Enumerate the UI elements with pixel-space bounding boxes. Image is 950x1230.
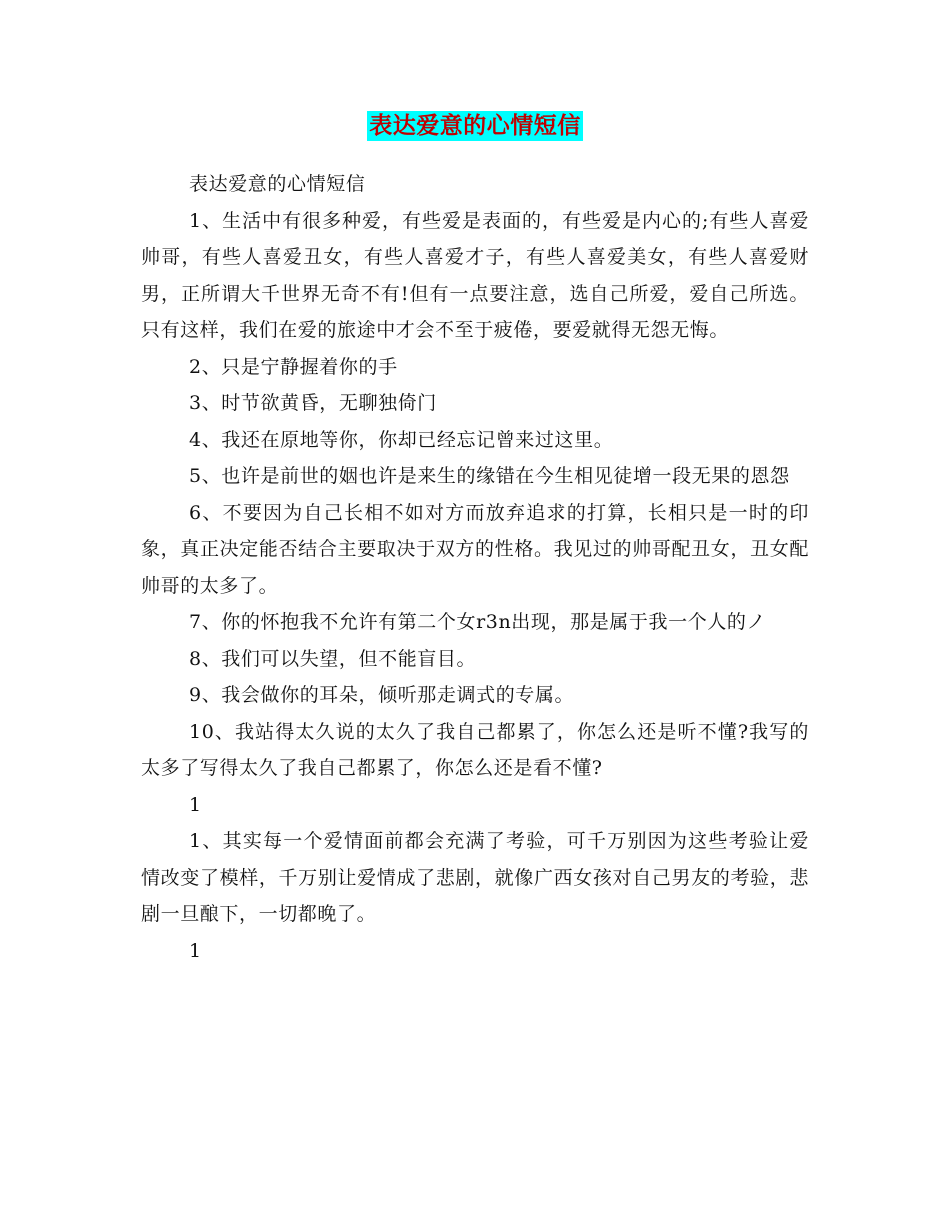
paragraph-item-3: 3、时节欲黄昏，无聊独倚门 — [189, 392, 437, 414]
document-title: 表达爱意的心情短信 — [369, 113, 581, 139]
paragraph-item-9: 9、我会做你的耳朵，倾听那走调式的专属。 — [189, 684, 575, 706]
paragraph-item-7: 7、你的怀抱我不允许有第二个女r3n出现，那是属于我一个人的ノ — [189, 611, 767, 633]
paragraph-item-6: 6、不要因为自己长相不如对方而放弃追求的打算，长相只是一时的印象，真正决定能否结合主要取决于双方的性格。我见过的帅哥配丑女，丑女配帅哥的太多了。 — [141, 501, 809, 597]
paragraph-item-8: 8、我们可以失望，但不能盲目。 — [189, 647, 477, 670]
paragraph-item-10: 10、我站得太久说的太久了我自己都累了，你怎么还是听不懂?我写的太多了写得太久了我自己都累了，你怎么还是看不懂? — [141, 720, 809, 779]
paragraph-section-item-1: 1、其实每一个爱情面前都会充满了考验，可千万别因为这些考验让爱情改变了模样，千万别让爱情成了悲剧，就像广西女孩对自己男友的考验，悲剧一旦酿下，一切都晚了。 — [141, 830, 809, 925]
paragraph-item-4: 4、我还在原地等你，你却已经忘记曾来过这里。 — [189, 428, 614, 451]
paragraph-item-1: 1、生活中有很多种爱，有些爱是表面的，有些爱是内心的;有些人喜爱帅哥，有些人喜爱丑女，有些人喜爱才子，有些人喜爱美女，有些人喜爱财男，正所谓大千世界无奇不有!但有一点要注意，选自己所爱，爱自己所选。只有这样，我们在爱的旅途中才会不至于疲倦，要爱就得无怨无悔。 — [141, 209, 809, 341]
title-container — [0, 111, 950, 141]
section-number: 1 — [189, 939, 202, 962]
paragraph-subtitle: 表达爱意的心情短信 — [189, 173, 366, 195]
paragraph-item-5: 5、也许是前世的姻也许是来生的缘错在今生相见徒增一段无果的恩怨 — [189, 465, 790, 487]
document-body — [141, 166, 809, 969]
paragraph-item-2: 2、只是宁静握着你的手 — [189, 355, 398, 378]
section-number: 1 — [189, 793, 202, 816]
